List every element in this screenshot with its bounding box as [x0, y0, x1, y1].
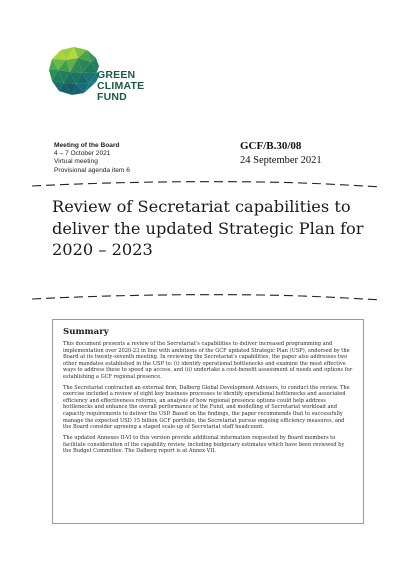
- summary-paragraph-1: This document presents a review of the Secretariat's capabilities to deliver increased programming and implementation over 2020-23 in line with ambitions of the GCF updated Strategic Plan (USP), endorsed by the Board at its twenty-seventh meeting. In reviewing the Secretariat's capabilities, the paper also addresses two other mandates established in the USP to: (i) identify operational bottlenecks and examine the most effective ways to address these to speed up access, and (ii) undertake a cost-benefit assessment of needs and options for establishing a GCF regional presence.: [63, 341, 353, 380]
- meeting-mode: Virtual meeting: [54, 158, 98, 166]
- summary-paragraph-2: The Secretariat contracted an external firm, Dalberg Global Development Advisers, to conduct the review. The exercise included a review of eight key business processes to identify operational bottlenecks and associated efficiency and effectiveness reforms, an analysis of how regional presence options could help address bottlenecks and enhance the overall performance of the Fund, and modelling of Secretariat workload and capacity requirements to deliver the USP. Based on the findings, the paper recommends that to successfully manage the expected USD 15 billion GCF portfolio, the Secretariat pursue ongoing efficiency measures, and the Board consider agreeing a staged scale-up of Secretariat staff headcount.: [63, 384, 350, 431]
- wordmark-line-2: CLIMATE: [97, 80, 145, 92]
- gcf-globe-logo-icon: [48, 46, 100, 98]
- summary-heading: Summary: [63, 327, 109, 337]
- meeting-dates: 4 – 7 October 2021: [54, 150, 111, 158]
- title-line-2: deliver the updated Strategic Plan for: [52, 218, 364, 238]
- bottom-wave-divider: [32, 293, 382, 303]
- title-line-1: Review of Secretariat capabilities to: [52, 197, 351, 216]
- document-date: 24 September 2021: [240, 155, 322, 166]
- wordmark-line-3: FUND: [97, 91, 127, 103]
- top-wave-divider: [32, 180, 382, 190]
- wordmark-line-1: GREEN: [97, 69, 136, 81]
- gcf-wordmark: [97, 70, 144, 103]
- summary-paragraph-3: The updated Annexes II-VI to this version provide additional information requested by Board members to facilitate consideration of the capability review, including budgetary estimates which have been reviewed by the Budget Committee. The Dalberg report is at Annex VII.: [63, 435, 345, 455]
- title-line-3: 2020 – 2023: [52, 240, 153, 259]
- summary-box: [52, 319, 364, 524]
- meeting-title: Meeting of the Board: [54, 142, 120, 149]
- document-number: GCF/B.30/08: [240, 140, 302, 152]
- document-reference: [240, 140, 322, 168]
- document-title: [52, 196, 382, 261]
- agenda-item: Provisional agenda item 6: [54, 166, 130, 174]
- meeting-info: [54, 142, 130, 175]
